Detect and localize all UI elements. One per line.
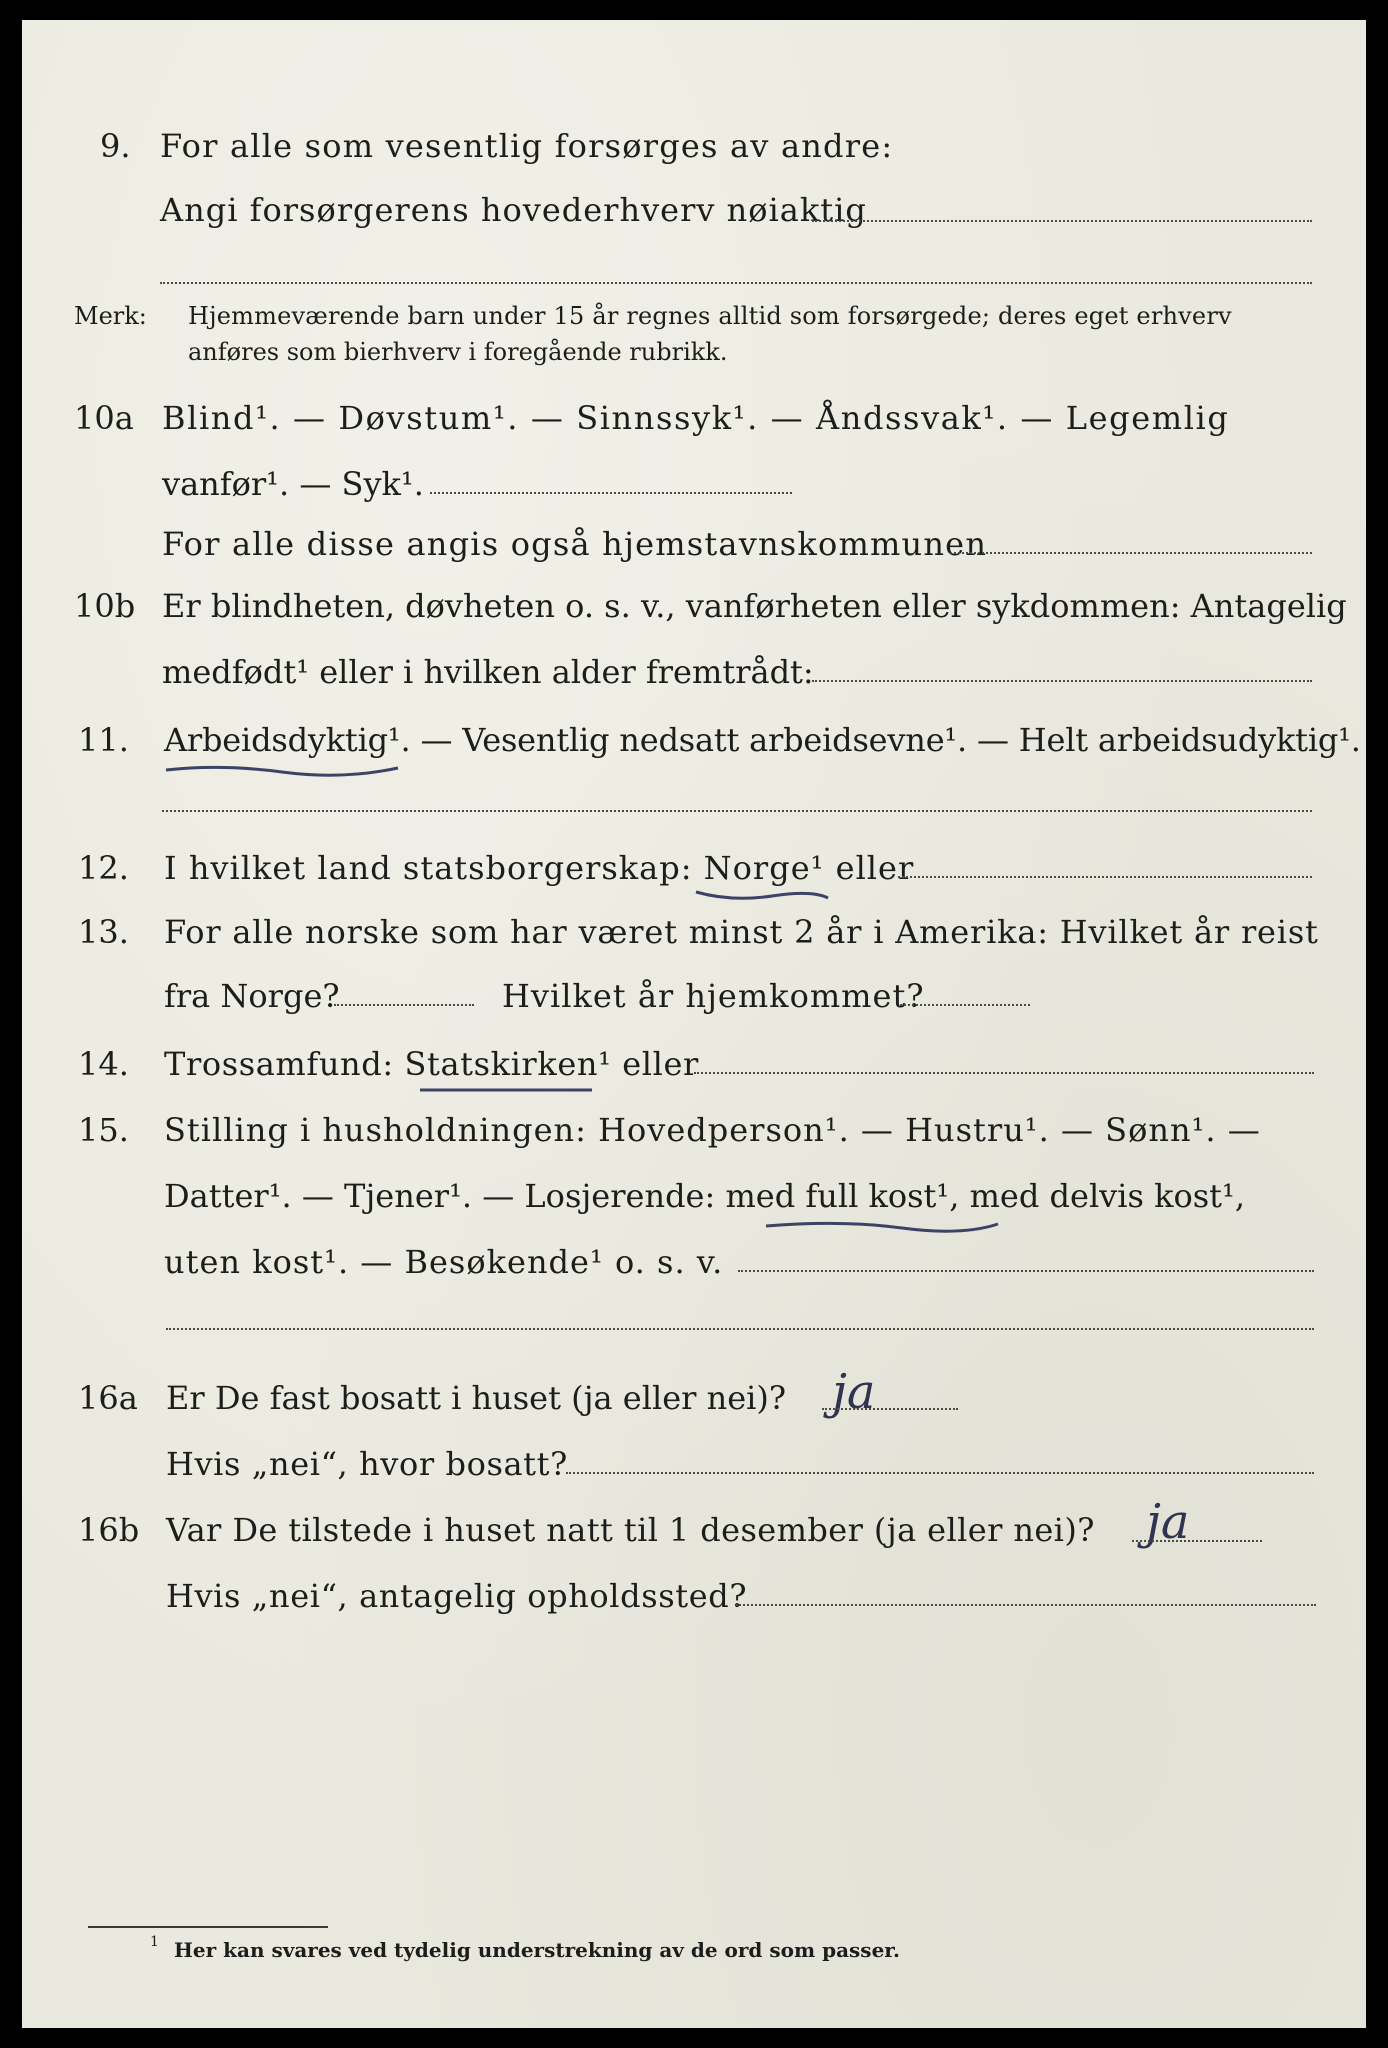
q10b-line1: Er blindheten, døvheten o. s. v., vanførheten eller sykdommen: Antagelig — [162, 587, 1347, 625]
q15-number: 15. — [78, 1111, 129, 1149]
q11-number: 11. — [78, 721, 129, 759]
q9-number: 9. — [100, 127, 131, 165]
q12-answer-line — [898, 876, 1312, 878]
q16b-answer-line — [1132, 1540, 1262, 1542]
q16b-line2: Hvis „nei“, antagelig opholdssted? — [166, 1577, 748, 1615]
q14-underline-mark — [416, 1082, 596, 1098]
q12-underline-mark — [692, 886, 832, 906]
q16a-number: 16a — [78, 1379, 138, 1417]
q10b-number: 10b — [74, 587, 136, 625]
merk-line1: Hjemmeværende barn under 15 år regnes alltid som forsørgede; deres eget erhverv — [188, 302, 1232, 330]
q10b-line2: medfødt¹ eller i hvilken alder fremtrådt: — [162, 653, 814, 691]
q16b-answer: ja — [1146, 1494, 1190, 1550]
q9-line1: For alle som vesentlig forsørges av andre: — [160, 127, 894, 165]
q13-line1: For alle norske som har været minst 2 år i Amerika: Hvilket år reist — [164, 913, 1319, 951]
q15-underline-mark — [762, 1216, 1002, 1236]
q16b-line1: Var De tilstede i huset natt til 1 desember (ja eller nei)? — [166, 1511, 1095, 1549]
q14-line1: Trossamfund: Statskirken¹ eller — [164, 1045, 699, 1083]
q15-line3: uten kost¹. — Besøkende¹ o. s. v. — [164, 1243, 724, 1281]
q16b-opholdssted-line — [736, 1604, 1316, 1606]
q12-line1: I hvilket land statsborgerskap: Norge¹ eller — [164, 849, 915, 887]
q16a-bosatt-line — [566, 1472, 1314, 1474]
q11-line1: Arbeidsdyktig¹. — Vesentlig nedsatt arbeidsevne¹. — Helt arbeidsudyktig¹. — [164, 721, 1361, 759]
q12-number: 12. — [78, 849, 129, 887]
merk-label: Merk: — [74, 302, 147, 330]
q14-number: 14. — [78, 1045, 129, 1083]
q9-answer-line — [812, 220, 1312, 222]
q11-underline-mark — [162, 760, 402, 780]
q10a-syk-line — [430, 492, 792, 494]
q16a-line1: Er De fast bosatt i huset (ja eller nei)? — [166, 1379, 787, 1417]
q15-line2: Datter¹. — Tjener¹. — Losjerende: med full kost¹, med delvis kost¹, — [164, 1177, 1246, 1215]
q10a-number: 10a — [74, 399, 134, 437]
footnote-rule — [88, 1926, 328, 1928]
q16a-answer: ja — [832, 1364, 876, 1420]
q10a-kommune-line — [950, 552, 1312, 554]
q13-line2a: fra Norge? — [164, 977, 340, 1015]
q13-number: 13. — [78, 913, 129, 951]
q14-answer-line — [694, 1072, 1314, 1074]
q15-extra-line — [166, 1328, 1314, 1330]
merk-line2: anføres som bierhverv i foregående rubrikk. — [188, 338, 728, 366]
q16b-number: 16b — [78, 1511, 140, 1549]
q16a-line2: Hvis „nei“, hvor bosatt? — [166, 1445, 568, 1483]
q15-answer-line — [738, 1270, 1314, 1272]
q15-line1: Stilling i husholdningen: Hovedperson¹. — Hustru¹. — Sønn¹. — — [164, 1111, 1261, 1149]
census-form-page — [22, 20, 1366, 2028]
q13-line2b: Hvilket år hjemkommet? — [502, 977, 925, 1015]
q10a-line1: Blind¹. — Døvstum¹. — Sinnssyk¹. — Åndssvak¹. — Legemlig — [162, 399, 1230, 437]
footnote-mark: 1 — [150, 1934, 159, 1950]
q16a-answer-line — [822, 1408, 958, 1410]
q10b-answer-line — [812, 680, 1312, 682]
q11-extra-line — [162, 810, 1312, 812]
q9-line2: Angi forsørgerens hovederhverv nøiaktig — [160, 191, 867, 229]
q10a-line3: For alle disse angis også hjemstavnskommunen — [162, 525, 988, 563]
q13-reist-line — [334, 1004, 474, 1006]
footnote-text: Her kan svares ved tydelig understrekning av de ord som passer. — [174, 1938, 900, 1962]
q13-hjemkommet-line — [900, 1004, 1030, 1006]
q9-extra-line — [160, 282, 1312, 284]
q10a-line2: vanfør¹. — Syk¹. — [162, 465, 424, 503]
